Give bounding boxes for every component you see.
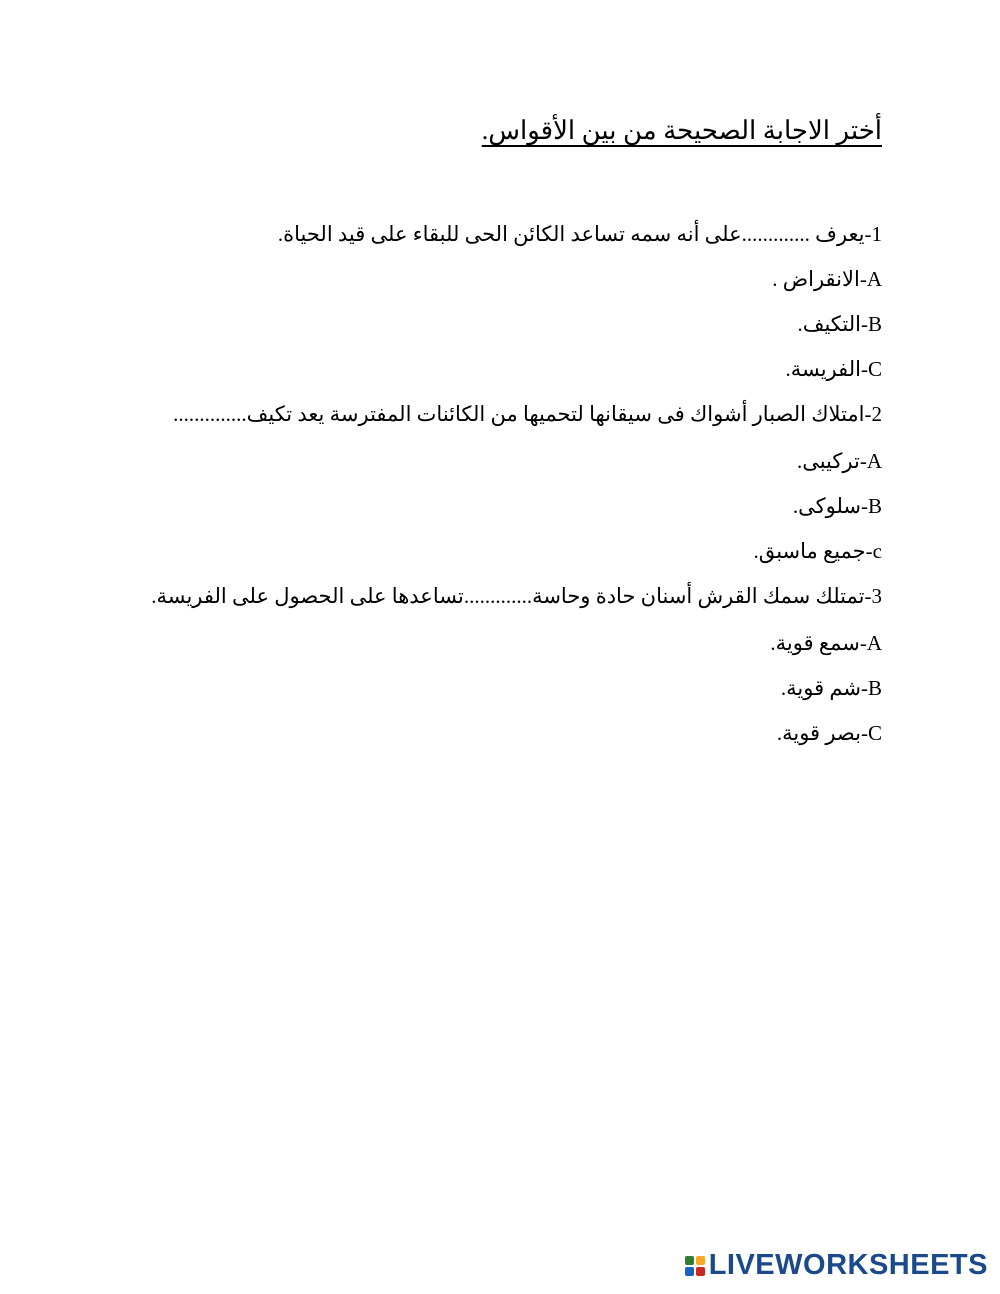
question-3: 3-تمتلك سمك القرش أسنان حادة وحاسة.............تساعدها على الحصول على الفريسة.: [151, 584, 882, 608]
logo-square: [685, 1256, 694, 1265]
question-2: 2-امتلاك الصبار أشواك فى سيقانها لتحميها من الكائنات المفترسة يعد تكيف..............: [173, 402, 882, 426]
question-1: 1-يعرف .............على أنه سمه تساعد الكائن الحى للبقاء على قيد الحياة.: [277, 222, 882, 246]
worksheet-title: أختر الاجابة الصحيحة من بين الأقواس.: [481, 116, 882, 145]
logo-text: LIVEWORKSHEETS: [708, 1249, 988, 1281]
liveworksheets-logo: [685, 1249, 988, 1282]
logo-square: [696, 1256, 705, 1265]
question-3-option-b: B-شم قوية.: [780, 676, 882, 700]
logo-square: [685, 1267, 694, 1276]
question-2-option-c: c-جميع ماسبق.: [753, 539, 882, 563]
question-1-option-b: B-التكيف.: [797, 312, 882, 336]
question-3-option-a: A-سمع قوية.: [770, 631, 882, 655]
question-3-option-c: C-بصر قوية.: [776, 721, 882, 745]
question-2-option-a: A-تركيبى.: [796, 449, 882, 473]
logo-squares-icon: [685, 1256, 705, 1276]
question-1-option-c: C-الفريسة.: [785, 357, 882, 381]
logo-square: [696, 1267, 705, 1276]
question-2-option-b: B-سلوكى.: [792, 494, 882, 518]
question-1-option-a: A-الانقراض .: [772, 267, 882, 291]
